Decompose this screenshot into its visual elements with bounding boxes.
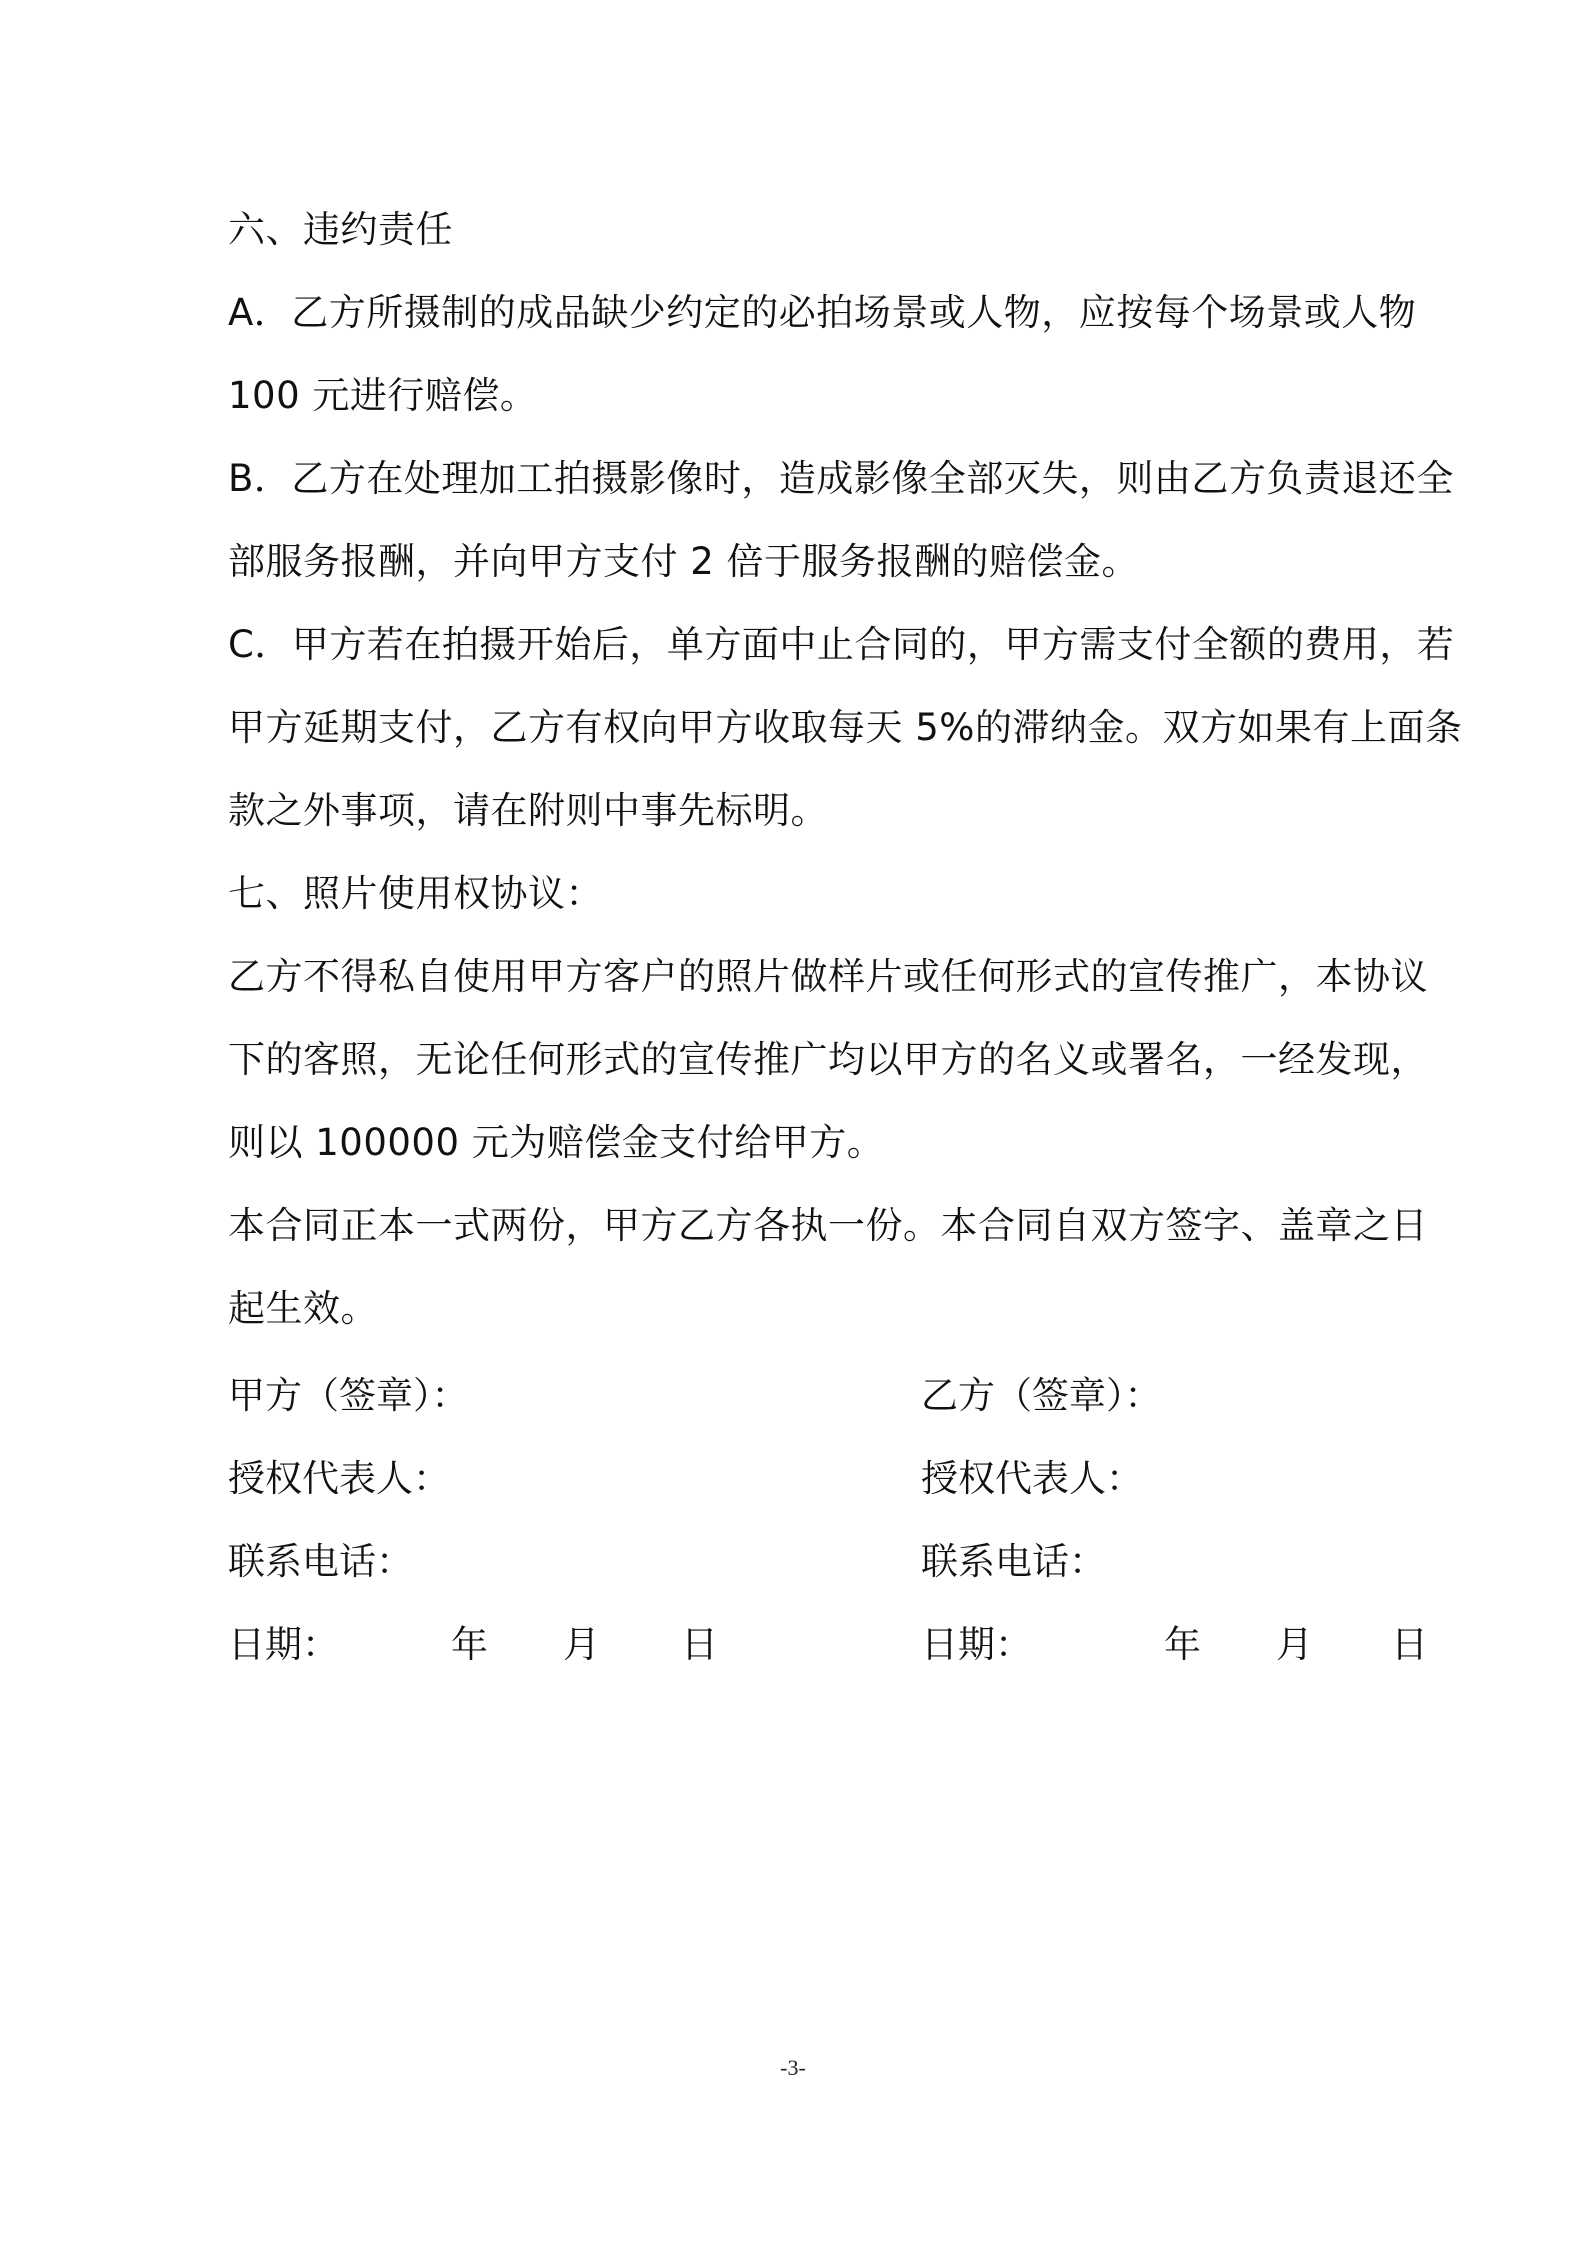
clause-c-line-2: 甲方延期支付，乙方有权向甲方收取每天 5%的滞纳金。双方如果有上面条 bbox=[228, 706, 1463, 749]
seal-row bbox=[228, 1354, 1448, 1437]
party-b-date-label: 日期： bbox=[921, 1623, 1032, 1666]
signature-block bbox=[228, 1354, 1448, 1686]
party-b-phone-label: 联系电话： bbox=[921, 1540, 1106, 1583]
contract-body bbox=[228, 188, 1463, 1350]
party-b-representative-label: 授权代表人： bbox=[921, 1457, 1143, 1500]
party-a-date-year: 年 bbox=[451, 1623, 488, 1666]
party-b-date-year: 年 bbox=[1164, 1623, 1201, 1666]
photo-rights-line-3: 则以 100000 元为赔偿金支付给甲方。 bbox=[228, 1121, 885, 1164]
clause-b-line-2: 部服务报酬，并向甲方支付 2 倍于服务报酬的赔偿金。 bbox=[228, 540, 1140, 583]
effectiveness-line-1: 本合同正本一式两份，甲方乙方各执一份。本合同自双方签字、盖章之日 bbox=[228, 1204, 1428, 1247]
party-b-seal-label: 乙方（签章）： bbox=[921, 1374, 1162, 1417]
representative-row bbox=[228, 1437, 1448, 1520]
page-number: -3- bbox=[780, 2055, 806, 2080]
clause-a-line-2: 100 元进行赔偿。 bbox=[228, 374, 538, 417]
party-a-seal-label: 甲方（签章）： bbox=[228, 1374, 469, 1417]
party-a-phone-label: 联系电话： bbox=[228, 1540, 413, 1583]
effectiveness-line-2: 起生效。 bbox=[228, 1287, 378, 1330]
party-b-date-month: 月 bbox=[1276, 1623, 1313, 1666]
party-a-date-label: 日期： bbox=[228, 1623, 339, 1666]
clause-c-line-3: 款之外事项，请在附则中事先标明。 bbox=[228, 789, 828, 832]
photo-rights-line-2: 下的客照，无论任何形式的宣传推广均以甲方的名义或署名，一经发现， bbox=[228, 1038, 1428, 1081]
section-heading-photo-rights: 七、照片使用权协议： bbox=[228, 872, 603, 915]
section-heading-breach: 六、违约责任 bbox=[228, 208, 453, 251]
party-a-date-month: 月 bbox=[563, 1623, 600, 1666]
clause-a-line-1: A．乙方所摄制的成品缺少约定的必拍场景或人物，应按每个场景或人物 bbox=[228, 291, 1417, 334]
clause-b-line-1: B．乙方在处理加工拍摄影像时，造成影像全部灭失，则由乙方负责退还全 bbox=[228, 457, 1454, 500]
party-a-representative-label: 授权代表人： bbox=[228, 1457, 450, 1500]
phone-row bbox=[228, 1520, 1448, 1603]
party-a-date-day: 日 bbox=[681, 1623, 718, 1666]
party-b-date-day: 日 bbox=[1391, 1623, 1428, 1666]
photo-rights-line-1: 乙方不得私自使用甲方客户的照片做样片或任何形式的宣传推广，本协议 bbox=[228, 955, 1428, 998]
date-row bbox=[228, 1603, 1448, 1686]
clause-c-line-1: C．甲方若在拍摄开始后，单方面中止合同的，甲方需支付全额的费用，若 bbox=[228, 623, 1455, 666]
